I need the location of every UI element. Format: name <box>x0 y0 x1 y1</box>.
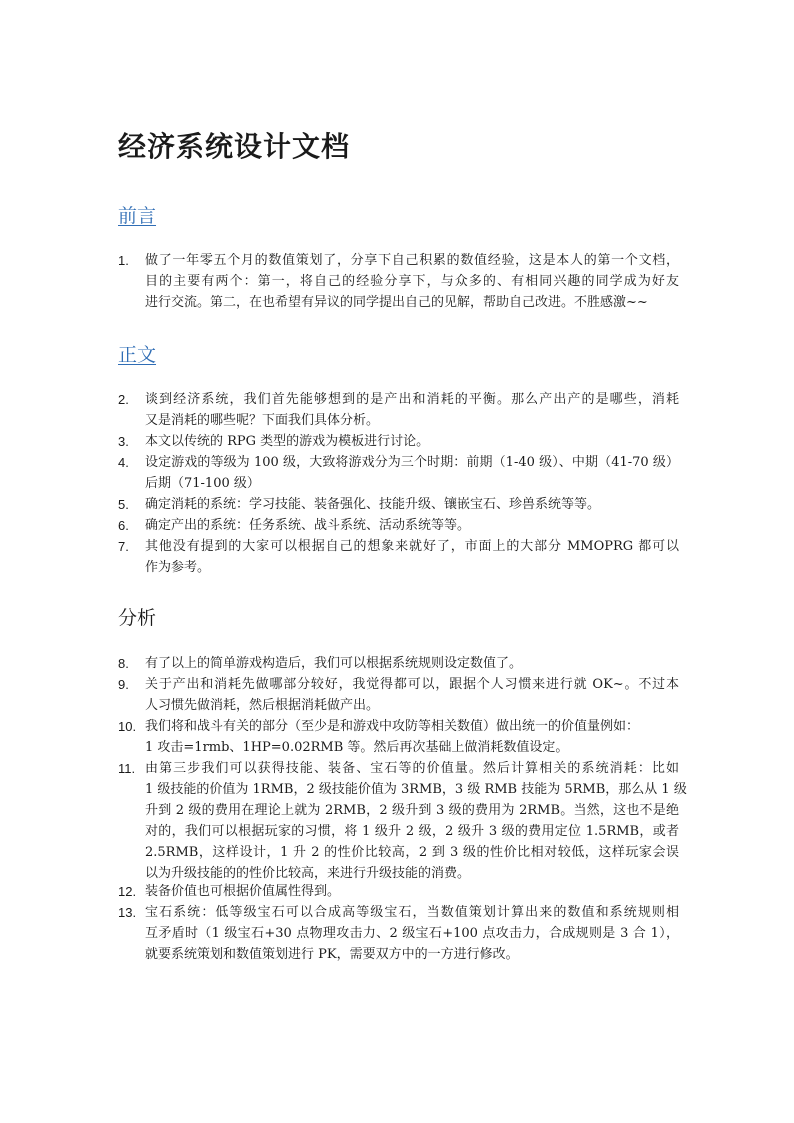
list-text-line: 其他没有提到的大家可以根据自己的想象来就好了，市面上的大部分 MMOPRG 都可以 <box>145 539 679 554</box>
list-item <box>118 758 687 884</box>
list-text-line: 本文以传统的 RPG 类型的游戏为模板进行讨论。 <box>145 434 430 449</box>
list-text-line: 宝石系统：低等级宝石可以合成高等级宝石，当数值策划计算出来的数值和系统规则相 <box>145 905 679 920</box>
list-number: 10. <box>118 719 137 734</box>
list-item <box>118 902 680 965</box>
list-number: 9. <box>118 677 129 692</box>
list-item <box>118 431 680 452</box>
list-number: 2. <box>118 392 129 407</box>
list-text-line: 对的，我们可以根据玩家的习惯，将 1 级升 2 级，2 级升 3 级的费用定位 1.5RMB，或者 <box>145 824 679 839</box>
list-text-line: 进行交流。第二，在也希望有异议的同学提出自己的见解，帮助自己改进。不胜感激~~ <box>145 295 648 310</box>
list-text-line: 2.5RMB，这样设计，1 升 2 的性价比较高，2 到 3 级的性价比相对较低，这样玩家会误 <box>145 845 679 860</box>
list-text-line: 升到 2 级的费用在理论上就为 2RMB，2 级升到 3 级的费用为 2RMB。当然，这也不是绝 <box>145 803 679 818</box>
list-item <box>118 881 680 902</box>
list-number: 4. <box>118 455 129 470</box>
list-item <box>118 716 680 758</box>
list-text-line: 谈到经济系统，我们首先能够想到的是产出和消耗的平衡。那么产出产的是哪些，消耗 <box>145 392 679 407</box>
document-title: 经济系统设计文档 <box>118 130 351 163</box>
list-number: 12. <box>118 884 137 899</box>
list-text-line: 人习惯先做消耗，然后根据消耗做产出。 <box>145 698 380 713</box>
heading-analysis: 分析 <box>118 607 157 629</box>
list-number: 5. <box>118 497 129 512</box>
heading-foreword-link[interactable]: 前言 <box>118 205 157 227</box>
list-text-line: 确定消耗的系统：学习技能、装备强化、技能升级、镶嵌宝石、珍兽系统等等。 <box>145 497 601 512</box>
list-text-line: 后期（71-100 级） <box>145 476 260 491</box>
list-text-line: 有了以上的简单游戏构造后，我们可以根据系统规则设定数值了。 <box>145 656 523 671</box>
list-item <box>118 536 680 578</box>
list-text-line: 装备价值也可根据价值属性得到。 <box>145 884 341 899</box>
list-number: 13. <box>118 905 137 920</box>
list-item <box>118 452 680 494</box>
list-text-line: 以为升级技能的的性价比较高，来进行升级技能的消费。 <box>145 866 471 881</box>
list-number: 3. <box>118 434 129 449</box>
list-text-line: 就要系统策划和数值策划进行 PK，需要双方中的一方进行修改。 <box>145 947 519 962</box>
list-text-line: 设定游戏的等级为 100 级，大致将游戏分为三个时期：前期（1-40 级）、中期（41-70 级） <box>145 455 679 470</box>
list-text-line: 我们将和战斗有关的部分（至少是和游戏中攻防等相关数值）做出统一的价值量例如： <box>145 719 640 734</box>
list-number: 8. <box>118 656 129 671</box>
list-text-line: 目的主要有两个：第一，将自己的经验分享下，与众多的、有相同兴趣的同学成为好友 <box>145 274 679 289</box>
list-number: 11. <box>118 761 136 776</box>
list-text-line: 作为参考。 <box>145 560 211 575</box>
list-item <box>118 515 680 536</box>
list-text-line: 由第三步我们可以获得技能、装备、宝石等的价值量。然后计算相关的系统消耗：比如 <box>145 761 679 776</box>
list-text-line: 1 攻击=1rmb、1HP=0.02RMB 等。然后再次基础上做消耗数值设定。 <box>145 740 569 755</box>
list-text-line: 关于产出和消耗先做哪部分较好，我觉得都可以，跟据个人习惯来进行就 OK~。不过本 <box>145 677 679 692</box>
heading-body-link[interactable]: 正文 <box>118 344 157 366</box>
list-item <box>118 653 680 674</box>
list-text-line: 确定产出的系统：任务系统、战斗系统、活动系统等等。 <box>145 518 471 533</box>
list-text-line: 1 级技能的价值为 1RMB，2 级技能价值为 3RMB，3 级 RMB 技能为 5RMB，那么从 1 级 <box>145 782 687 797</box>
list-text-line: 互矛盾时（1 级宝石+30 点物理攻击力、2 级宝石+100 点攻击力，合成规则是 3 合 1）， <box>145 926 679 941</box>
list-item <box>118 494 680 515</box>
list-number: 7. <box>118 539 129 554</box>
list-item <box>118 250 680 313</box>
list-number: 1. <box>118 253 129 268</box>
list-item <box>118 674 680 716</box>
list-number: 6. <box>118 518 129 533</box>
list-text-line: 又是消耗的哪些呢？下面我们具体分析。 <box>145 413 380 428</box>
list-text-line: 做了一年零五个月的数值策划了，分享下自己积累的数值经验，这是本人的第一个文档， <box>145 253 679 268</box>
list-item <box>118 389 680 431</box>
